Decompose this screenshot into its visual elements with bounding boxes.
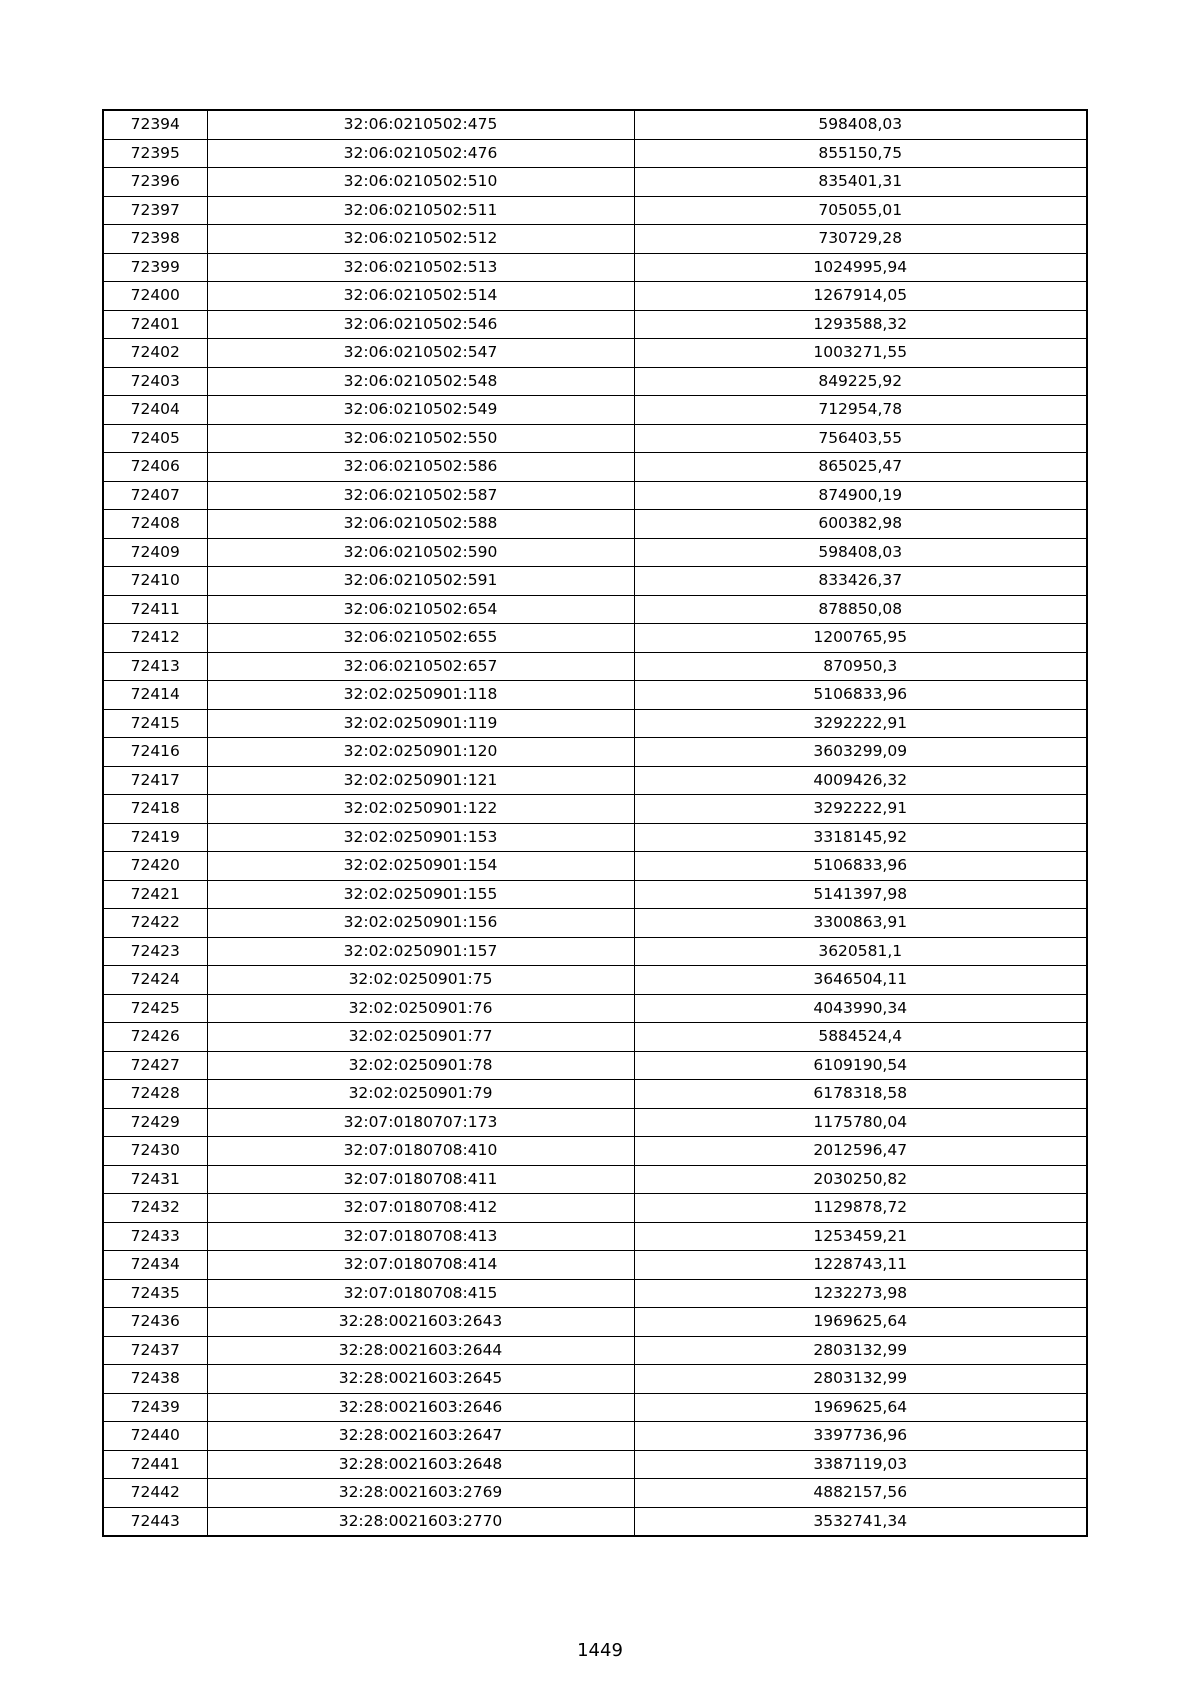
row-number-cell: 72428 [103, 1080, 207, 1109]
table-row [103, 1422, 1087, 1451]
table-row [103, 738, 1087, 767]
cadastral-value-cell: 833426,37 [634, 567, 1087, 596]
row-number-cell: 72421 [103, 880, 207, 909]
cadastral-number-cell: 32:02:0250901:77 [207, 1023, 634, 1052]
table-row [103, 567, 1087, 596]
cadastral-number-cell: 32:02:0250901:153 [207, 823, 634, 852]
table-row [103, 909, 1087, 938]
cadastral-value-table [102, 109, 1088, 1537]
cadastral-number-cell: 32:06:0210502:511 [207, 196, 634, 225]
table-row [103, 110, 1087, 139]
cadastral-value-cell: 1129878,72 [634, 1194, 1087, 1223]
table-row [103, 196, 1087, 225]
row-number-cell: 72430 [103, 1137, 207, 1166]
cadastral-number-cell: 32:06:0210502:586 [207, 453, 634, 482]
row-number-cell: 72420 [103, 852, 207, 881]
cadastral-value-cell: 1293588,32 [634, 310, 1087, 339]
cadastral-value-cell: 874900,19 [634, 481, 1087, 510]
cadastral-number-cell: 32:06:0210502:587 [207, 481, 634, 510]
table-row [103, 225, 1087, 254]
table-row [103, 1194, 1087, 1223]
cadastral-value-cell: 3397736,96 [634, 1422, 1087, 1451]
cadastral-number-cell: 32:06:0210502:546 [207, 310, 634, 339]
cadastral-number-cell: 32:28:0021603:2769 [207, 1479, 634, 1508]
table-row [103, 595, 1087, 624]
table-row [103, 168, 1087, 197]
cadastral-number-cell: 32:06:0210502:550 [207, 424, 634, 453]
row-number-cell: 72398 [103, 225, 207, 254]
cadastral-value-cell: 1253459,21 [634, 1222, 1087, 1251]
row-number-cell: 72400 [103, 282, 207, 311]
cadastral-number-cell: 32:07:0180708:410 [207, 1137, 634, 1166]
table-row [103, 1507, 1087, 1536]
row-number-cell: 72442 [103, 1479, 207, 1508]
cadastral-value-cell: 2012596,47 [634, 1137, 1087, 1166]
row-number-cell: 72435 [103, 1279, 207, 1308]
cadastral-number-cell: 32:02:0250901:120 [207, 738, 634, 767]
table-row [103, 1308, 1087, 1337]
row-number-cell: 72440 [103, 1422, 207, 1451]
table-row [103, 852, 1087, 881]
cadastral-value-cell: 3646504,11 [634, 966, 1087, 995]
table-row [103, 1251, 1087, 1280]
cadastral-number-cell: 32:06:0210502:548 [207, 367, 634, 396]
cadastral-value-cell: 835401,31 [634, 168, 1087, 197]
cadastral-number-cell: 32:06:0210502:655 [207, 624, 634, 653]
cadastral-value-cell: 1200765,95 [634, 624, 1087, 653]
table-row [103, 795, 1087, 824]
cadastral-number-cell: 32:02:0250901:118 [207, 681, 634, 710]
cadastral-value-cell: 5106833,96 [634, 852, 1087, 881]
table-row [103, 538, 1087, 567]
cadastral-value-cell: 1969625,64 [634, 1308, 1087, 1337]
table-row [103, 310, 1087, 339]
row-number-cell: 72424 [103, 966, 207, 995]
cadastral-value-cell: 1003271,55 [634, 339, 1087, 368]
cadastral-value-cell: 5106833,96 [634, 681, 1087, 710]
row-number-cell: 72432 [103, 1194, 207, 1223]
row-number-cell: 72409 [103, 538, 207, 567]
cadastral-number-cell: 32:06:0210502:590 [207, 538, 634, 567]
cadastral-value-cell: 3387119,03 [634, 1450, 1087, 1479]
table-body [103, 110, 1087, 1536]
row-number-cell: 72422 [103, 909, 207, 938]
cadastral-number-cell: 32:06:0210502:591 [207, 567, 634, 596]
cadastral-number-cell: 32:06:0210502:513 [207, 253, 634, 282]
row-number-cell: 72404 [103, 396, 207, 425]
table-row [103, 1137, 1087, 1166]
cadastral-value-cell: 598408,03 [634, 538, 1087, 567]
table-row [103, 139, 1087, 168]
table-row [103, 1365, 1087, 1394]
cadastral-value-cell: 2803132,99 [634, 1336, 1087, 1365]
cadastral-number-cell: 32:02:0250901:155 [207, 880, 634, 909]
row-number-cell: 72412 [103, 624, 207, 653]
cadastral-number-cell: 32:07:0180708:413 [207, 1222, 634, 1251]
row-number-cell: 72401 [103, 310, 207, 339]
cadastral-value-cell: 870950,3 [634, 652, 1087, 681]
table-row [103, 880, 1087, 909]
cadastral-value-cell: 3300863,91 [634, 909, 1087, 938]
cadastral-number-cell: 32:06:0210502:654 [207, 595, 634, 624]
cadastral-number-cell: 32:02:0250901:154 [207, 852, 634, 881]
cadastral-value-cell: 4009426,32 [634, 766, 1087, 795]
row-number-cell: 72443 [103, 1507, 207, 1536]
cadastral-number-cell: 32:07:0180708:414 [207, 1251, 634, 1280]
cadastral-value-cell: 5141397,98 [634, 880, 1087, 909]
row-number-cell: 72399 [103, 253, 207, 282]
table-row [103, 1393, 1087, 1422]
cadastral-value-cell: 2803132,99 [634, 1365, 1087, 1394]
row-number-cell: 72436 [103, 1308, 207, 1337]
row-number-cell: 72411 [103, 595, 207, 624]
row-number-cell: 72397 [103, 196, 207, 225]
cadastral-number-cell: 32:28:0021603:2643 [207, 1308, 634, 1337]
row-number-cell: 72439 [103, 1393, 207, 1422]
cadastral-value-cell: 865025,47 [634, 453, 1087, 482]
row-number-cell: 72438 [103, 1365, 207, 1394]
row-number-cell: 72402 [103, 339, 207, 368]
row-number-cell: 72414 [103, 681, 207, 710]
row-number-cell: 72434 [103, 1251, 207, 1280]
cadastral-number-cell: 32:06:0210502:476 [207, 139, 634, 168]
row-number-cell: 72437 [103, 1336, 207, 1365]
row-number-cell: 72431 [103, 1165, 207, 1194]
table-row [103, 1479, 1087, 1508]
cadastral-number-cell: 32:28:0021603:2647 [207, 1422, 634, 1451]
table-row [103, 1108, 1087, 1137]
cadastral-number-cell: 32:02:0250901:75 [207, 966, 634, 995]
cadastral-value-cell: 730729,28 [634, 225, 1087, 254]
row-number-cell: 72427 [103, 1051, 207, 1080]
cadastral-value-cell: 1228743,11 [634, 1251, 1087, 1280]
row-number-cell: 72413 [103, 652, 207, 681]
cadastral-number-cell: 32:07:0180708:412 [207, 1194, 634, 1223]
cadastral-number-cell: 32:02:0250901:76 [207, 994, 634, 1023]
table-row [103, 1023, 1087, 1052]
cadastral-value-cell: 4043990,34 [634, 994, 1087, 1023]
cadastral-value-cell: 3292222,91 [634, 709, 1087, 738]
cadastral-number-cell: 32:02:0250901:79 [207, 1080, 634, 1109]
cadastral-number-cell: 32:06:0210502:588 [207, 510, 634, 539]
row-number-cell: 72406 [103, 453, 207, 482]
cadastral-number-cell: 32:06:0210502:547 [207, 339, 634, 368]
row-number-cell: 72408 [103, 510, 207, 539]
cadastral-value-cell: 1969625,64 [634, 1393, 1087, 1422]
cadastral-number-cell: 32:02:0250901:78 [207, 1051, 634, 1080]
cadastral-number-cell: 32:02:0250901:121 [207, 766, 634, 795]
cadastral-value-cell: 3603299,09 [634, 738, 1087, 767]
cadastral-value-cell: 1267914,05 [634, 282, 1087, 311]
row-number-cell: 72396 [103, 168, 207, 197]
cadastral-value-cell: 855150,75 [634, 139, 1087, 168]
page-number: 1449 [577, 1640, 623, 1661]
row-number-cell: 72417 [103, 766, 207, 795]
table-row [103, 766, 1087, 795]
table-row [103, 282, 1087, 311]
table-row [103, 652, 1087, 681]
table-row [103, 510, 1087, 539]
cadastral-number-cell: 32:02:0250901:156 [207, 909, 634, 938]
row-number-cell: 72415 [103, 709, 207, 738]
cadastral-number-cell: 32:06:0210502:512 [207, 225, 634, 254]
table-row [103, 681, 1087, 710]
cadastral-number-cell: 32:02:0250901:157 [207, 937, 634, 966]
row-number-cell: 72407 [103, 481, 207, 510]
table-row [103, 396, 1087, 425]
cadastral-number-cell: 32:28:0021603:2646 [207, 1393, 634, 1422]
table-row [103, 253, 1087, 282]
table-row [103, 453, 1087, 482]
cadastral-value-cell: 2030250,82 [634, 1165, 1087, 1194]
table-row [103, 823, 1087, 852]
table-row [103, 709, 1087, 738]
row-number-cell: 72416 [103, 738, 207, 767]
cadastral-number-cell: 32:06:0210502:514 [207, 282, 634, 311]
cadastral-number-cell: 32:02:0250901:119 [207, 709, 634, 738]
cadastral-value-cell: 6178318,58 [634, 1080, 1087, 1109]
table-row [103, 624, 1087, 653]
cadastral-value-cell: 849225,92 [634, 367, 1087, 396]
cadastral-value-cell: 705055,01 [634, 196, 1087, 225]
row-number-cell: 72425 [103, 994, 207, 1023]
table-row [103, 1336, 1087, 1365]
table-row [103, 1450, 1087, 1479]
row-number-cell: 72419 [103, 823, 207, 852]
cadastral-number-cell: 32:28:0021603:2770 [207, 1507, 634, 1536]
table-row [103, 339, 1087, 368]
cadastral-number-cell: 32:06:0210502:549 [207, 396, 634, 425]
cadastral-number-cell: 32:28:0021603:2645 [207, 1365, 634, 1394]
table-row [103, 1279, 1087, 1308]
table-row [103, 481, 1087, 510]
cadastral-number-cell: 32:28:0021603:2644 [207, 1336, 634, 1365]
table-row [103, 994, 1087, 1023]
table-row [103, 1080, 1087, 1109]
cadastral-value-cell: 3620581,1 [634, 937, 1087, 966]
cadastral-value-cell: 4882157,56 [634, 1479, 1087, 1508]
cadastral-value-cell: 600382,98 [634, 510, 1087, 539]
row-number-cell: 72403 [103, 367, 207, 396]
cadastral-value-cell: 1024995,94 [634, 253, 1087, 282]
row-number-cell: 72429 [103, 1108, 207, 1137]
cadastral-number-cell: 32:06:0210502:510 [207, 168, 634, 197]
table-row [103, 1051, 1087, 1080]
table-row [103, 424, 1087, 453]
row-number-cell: 72441 [103, 1450, 207, 1479]
row-number-cell: 72410 [103, 567, 207, 596]
cadastral-value-cell: 3532741,34 [634, 1507, 1087, 1536]
cadastral-value-cell: 3292222,91 [634, 795, 1087, 824]
cadastral-value-cell: 878850,08 [634, 595, 1087, 624]
cadastral-value-cell: 598408,03 [634, 110, 1087, 139]
cadastral-number-cell: 32:02:0250901:122 [207, 795, 634, 824]
cadastral-value-cell: 3318145,92 [634, 823, 1087, 852]
row-number-cell: 72423 [103, 937, 207, 966]
cadastral-value-cell: 5884524,4 [634, 1023, 1087, 1052]
table-row [103, 367, 1087, 396]
cadastral-number-cell: 32:07:0180707:173 [207, 1108, 634, 1137]
row-number-cell: 72418 [103, 795, 207, 824]
cadastral-value-cell: 1232273,98 [634, 1279, 1087, 1308]
row-number-cell: 72426 [103, 1023, 207, 1052]
cadastral-number-cell: 32:07:0180708:411 [207, 1165, 634, 1194]
cadastral-value-cell: 712954,78 [634, 396, 1087, 425]
cadastral-value-cell: 756403,55 [634, 424, 1087, 453]
cadastral-number-cell: 32:07:0180708:415 [207, 1279, 634, 1308]
table-row [103, 937, 1087, 966]
table-row [103, 966, 1087, 995]
cadastral-number-cell: 32:06:0210502:475 [207, 110, 634, 139]
row-number-cell: 72433 [103, 1222, 207, 1251]
cadastral-value-cell: 6109190,54 [634, 1051, 1087, 1080]
row-number-cell: 72405 [103, 424, 207, 453]
cadastral-number-cell: 32:28:0021603:2648 [207, 1450, 634, 1479]
row-number-cell: 72394 [103, 110, 207, 139]
table-row [103, 1165, 1087, 1194]
cadastral-number-cell: 32:06:0210502:657 [207, 652, 634, 681]
table-row [103, 1222, 1087, 1251]
cadastral-value-cell: 1175780,04 [634, 1108, 1087, 1137]
row-number-cell: 72395 [103, 139, 207, 168]
